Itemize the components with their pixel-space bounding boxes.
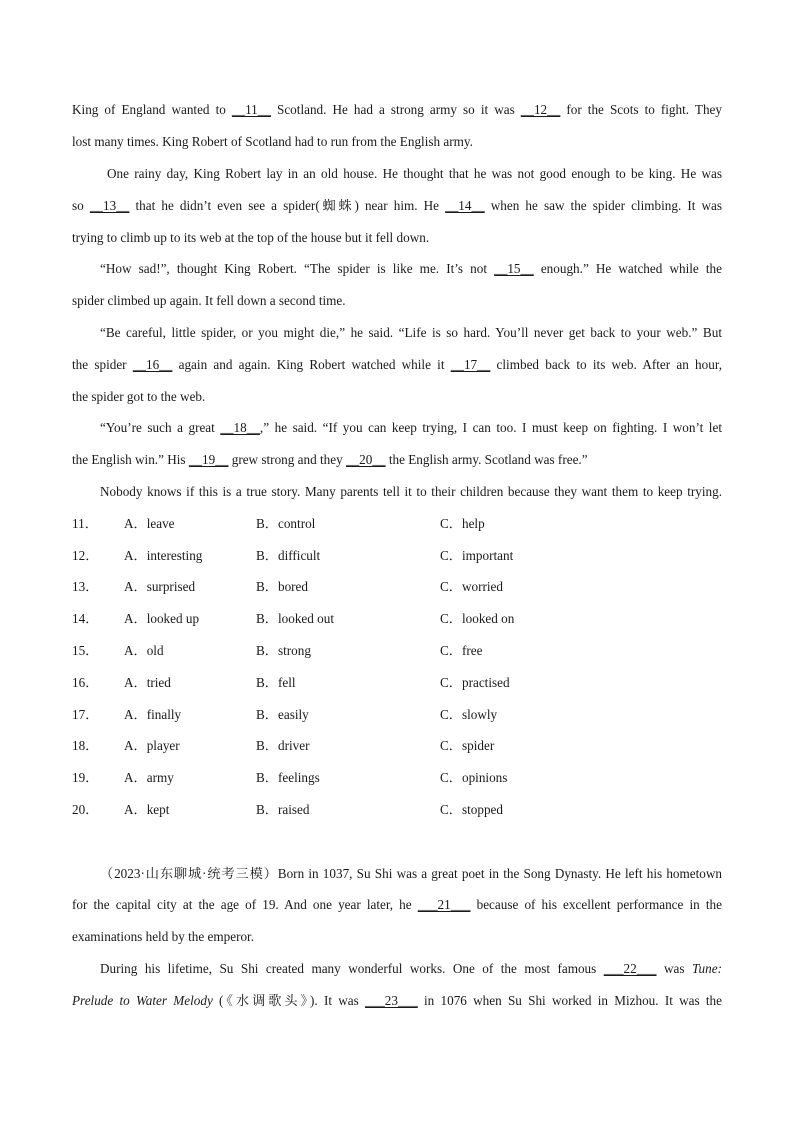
passage2-line-5: Prelude to Water Melody (《水调歌头》). It was ___23___ in 1076 when Su Shi worked in Mizhou. It was the: [72, 993, 722, 1008]
question-number: 20．: [72, 802, 99, 817]
option-a[interactable]: A．kept: [124, 802, 170, 817]
option-b[interactable]: B．strong: [256, 643, 311, 658]
source-label: （2023·山东聊城·统考三模）: [100, 866, 278, 881]
option-b[interactable]: B．difficult: [256, 548, 321, 563]
blank-14[interactable]: __14__: [445, 198, 485, 213]
blank-12[interactable]: __12__: [520, 102, 561, 117]
passage2-line-3: examinations held by the emperor.: [72, 929, 255, 944]
blank-17[interactable]: __17__: [450, 357, 491, 372]
option-a[interactable]: A．old: [124, 643, 164, 658]
option-c[interactable]: C．looked on: [440, 611, 515, 626]
option-b[interactable]: B．looked out: [256, 611, 335, 626]
option-b[interactable]: B．easily: [256, 707, 309, 722]
blank-21[interactable]: ___21___: [417, 897, 471, 912]
question-number: 18．: [72, 738, 99, 753]
option-a[interactable]: A．army: [124, 770, 174, 785]
passage1-line-1: King of England wanted to __11__ Scotland. He had a strong army so it was __12__ for the Scots to fight. They: [72, 102, 722, 117]
blank-15[interactable]: __15__: [494, 261, 534, 276]
passage1-line-5: trying to climb up to its web at the top of the house but it fell down.: [72, 230, 430, 245]
option-c[interactable]: C．practised: [440, 675, 510, 690]
passage1-line-6: “How sad!”, thought King Robert. “The spider is like me. It’s not __15__ enough.” He watched while the: [100, 261, 722, 276]
question-number: 13．: [72, 579, 99, 594]
option-c[interactable]: C．help: [440, 516, 485, 531]
option-c[interactable]: C．worried: [440, 579, 503, 594]
passage1-line-11: “You’re such a great __18__,” he said. “If you can keep trying, I can too. I must keep on fighting. I won’t let: [100, 420, 722, 435]
blank-22[interactable]: ___22___: [603, 961, 657, 976]
option-b[interactable]: B．raised: [256, 802, 310, 817]
passage1-line-10: the spider got to the web.: [72, 389, 206, 404]
option-a[interactable]: A．tried: [124, 675, 171, 690]
option-c[interactable]: C．free: [440, 643, 483, 658]
work-title: Prelude to Water Melody: [72, 993, 213, 1008]
option-c[interactable]: C．stopped: [440, 802, 504, 817]
question-number: 19．: [72, 770, 99, 785]
passage1-line-4: so __13__ that he didn’t even see a spider(蜘蛛) near him. He __14__ when he saw the spider climbing. It was: [72, 198, 722, 213]
option-b[interactable]: B．control: [256, 516, 316, 531]
question-number: 12．: [72, 548, 99, 563]
blank-13[interactable]: __13__: [89, 198, 130, 213]
passage2-line-2: for the capital city at the age of 19. And one year later, he ___21___ because of his excellent performance in the: [72, 897, 722, 912]
passage1-line-2: lost many times. King Robert of Scotland had to run from the English army.: [72, 134, 473, 149]
option-a[interactable]: A．looked up: [124, 611, 200, 626]
option-a[interactable]: A．player: [124, 738, 180, 753]
blank-20[interactable]: __20__: [345, 452, 386, 467]
option-c[interactable]: C．important: [440, 548, 514, 563]
question-number: 14．: [72, 611, 99, 626]
option-b[interactable]: B．fell: [256, 675, 296, 690]
option-a[interactable]: A．leave: [124, 516, 175, 531]
option-a[interactable]: A．interesting: [124, 548, 203, 563]
question-number: 16．: [72, 675, 99, 690]
passage1-line-3: One rainy day, King Robert lay in an old house. He thought that he was not good enough to be king. He was: [107, 166, 722, 181]
blank-18[interactable]: __18__: [220, 420, 260, 435]
passage1-line-9: the spider __16__ again and again. King Robert watched while it __17__ climbed back to its web. After an hour,: [72, 357, 723, 372]
option-c[interactable]: C．spider: [440, 738, 495, 753]
passage1-line-8: “Be careful, little spider, or you might die,” he said. “Life is so hard. You’ll never get back to your web.” But: [100, 325, 722, 340]
passage1-line-13: Nobody knows if this is a true story. Many parents tell it to their children because they want them to keep trying.: [100, 484, 722, 499]
question-number: 11．: [72, 516, 98, 531]
option-a[interactable]: A．surprised: [124, 579, 196, 594]
option-b[interactable]: B．feelings: [256, 770, 320, 785]
option-c[interactable]: C．opinions: [440, 770, 508, 785]
passage2-line-4: During his lifetime, Su Shi created many wonderful works. One of the most famous ___22___ was Tune:: [100, 961, 722, 976]
blank-16[interactable]: __16__: [132, 357, 173, 372]
passage1-line-12: the English win.” His __19__ grew strong and they __20__ the English army. Scotland was free.”: [72, 452, 588, 467]
option-b[interactable]: B．driver: [256, 738, 310, 753]
work-title: Tune:: [691, 961, 722, 976]
question-number: 17．: [72, 707, 99, 722]
option-a[interactable]: A．finally: [124, 707, 182, 722]
blank-11[interactable]: __11__: [231, 102, 271, 117]
question-number: 15．: [72, 643, 99, 658]
option-b[interactable]: B．bored: [256, 579, 309, 594]
blank-19[interactable]: __19__: [188, 452, 229, 467]
passage2-line-1: （2023·山东聊城·统考三模）Born in 1037, Su Shi was a great poet in the Song Dynasty. He left his hometown: [100, 866, 722, 881]
blank-23[interactable]: ___23___: [365, 993, 418, 1008]
passage1-line-7: spider climbed up again. It fell down a second time.: [72, 293, 346, 308]
option-c[interactable]: C．slowly: [440, 707, 498, 722]
